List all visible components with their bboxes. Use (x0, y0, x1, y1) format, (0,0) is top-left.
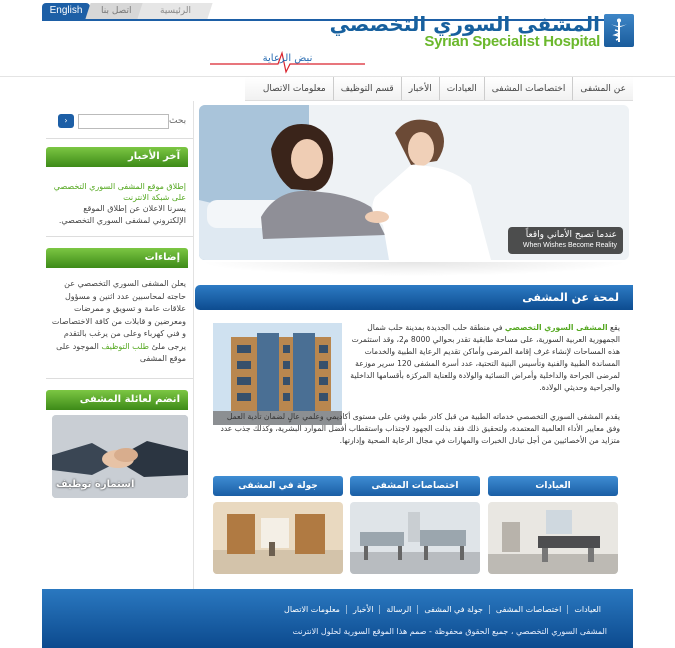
hero-caption (508, 227, 623, 254)
tour-image[interactable] (213, 502, 343, 574)
footer-link-contact[interactable]: معلومات الاتصال (284, 605, 340, 614)
home-tab-label: الرئيسية (159, 6, 191, 16)
nav-news[interactable]: الأخبار (401, 77, 439, 100)
logo-arabic[interactable]: المشفى السوري التخصصي (329, 12, 600, 36)
news-heading: آخر الأخبار (46, 147, 188, 167)
nav-jobs[interactable]: قسم التوظيف (333, 77, 401, 100)
about-paragraph-1 (346, 322, 620, 394)
slogan-text: نبض الرعاية (262, 53, 313, 64)
footer-link-clinics[interactable]: العيادات (567, 605, 607, 614)
main-nav (245, 77, 633, 101)
hero-caption-arabic: عندما تصبح الأماني واقعاً (525, 230, 617, 240)
slogan (210, 50, 365, 76)
footer-link-specialties[interactable]: اختصاصات المشفى (489, 605, 567, 614)
hero-caption-english: When Wishes Become Reality (522, 242, 617, 249)
sidebar-rule (46, 378, 193, 379)
contact-tab-label: اتصل بنا (100, 6, 132, 16)
nav-contact[interactable]: معلومات الاتصال (262, 84, 326, 94)
hero-shadow (199, 262, 629, 276)
about-text-start: يقع (610, 323, 620, 332)
hospital-name-highlight: المشفى السوري التخصصي (504, 323, 608, 332)
search-button[interactable]: › (58, 114, 74, 128)
news-link[interactable]: إطلاق موقع المشفى السوري التخصصي على شبكة الانترنت (53, 182, 186, 202)
footer-link-tour[interactable]: جولة في المشفى (417, 605, 489, 614)
hero-banner (199, 105, 629, 260)
job-form-banner[interactable] (52, 415, 188, 498)
gallery-tour-heading[interactable]: جولة في المشفى (213, 476, 343, 496)
search-label: بحث (169, 116, 187, 126)
search-input[interactable] (78, 114, 169, 129)
footer-nav (278, 605, 607, 614)
family-heading: انضم لعائلة المشفى (46, 390, 188, 410)
footer (42, 589, 633, 648)
job-form-caption: استمارة توظيف (56, 479, 135, 490)
notices-text-end: الموجود على موقع المشفى (56, 341, 186, 363)
specialties-image[interactable] (350, 502, 480, 574)
news-body: يسرنا الاعلان عن إطلاق الموقع الإلكتروني لمشفى السوري التخصصي. (58, 204, 186, 225)
about-text-rest: في منطقة حلب الجديدة بمدينة حلب شمال الجمهورية العربية السورية، على مساحة طابقية تقدر بحوالي 8000 م2، وقد استثمرت هذه المساحات لإنشاء غرف إقامة المرضى وأماكن تقديم الرعاية الطبية والخدمات المساندة الطبية والفنية وتأسيس البنية التحتية، عدد أسرة المشفى 120 سرير موزعة لمرضى الجراحة والداخلية وأمراض النسائية والولادة وللعناية المركزة بأقسامها الداخلية والجراحية وحديثي الولادة. (350, 323, 620, 392)
about-paragraph-2: يقدم المشفى السوري التخصصي خدماته الطبية من قبل كادر طبي وفني على مستوى أكاديمي وعلمي عالٍ لضمان تأدية العمل وفق معايير الأداء العالمية المعتمدة، ولتحقيق ذلك فقد بذلت الجهود لاجتذاب واستقطاب أفضل الموارد البشرية، وكذلك جذب عدد متزايد من الأخصائيين من أجل تبادل الخبرات والمهارات في مجال الرعاية الصحية وإدارتها. (220, 412, 620, 445)
nav-specialties[interactable]: اختصاصات المشفى (484, 77, 573, 100)
sidebar-rule (46, 138, 193, 139)
notices-heading: إضاءات (46, 248, 188, 268)
column-divider (193, 101, 194, 589)
footer-link-news[interactable]: الأخبار (346, 605, 379, 614)
nav-about[interactable]: عن المشفى (572, 77, 633, 100)
gallery-clinics-heading[interactable]: العيادات (488, 476, 618, 496)
about-heading: لمحة عن المشفى (195, 285, 633, 310)
home-tab[interactable] (137, 3, 212, 19)
notices-text: يعلن المشفى السوري التخصصي عن حاجته لمحاسبين عدد اثنين و مسؤول علاقات عامة و تسويق و ممرضات ومعرضين و قابلات من كافة الاختصاصات و فني كهرباء وعلى من يرغب بالتقدم يرجى ملئ (51, 279, 186, 351)
sidebar-rule (46, 236, 193, 237)
hospital-building-image (213, 323, 342, 425)
caduceus-logo-icon[interactable] (604, 14, 634, 47)
nav-clinics[interactable]: العيادات (439, 77, 484, 100)
clinics-image[interactable] (488, 502, 618, 574)
logo-english[interactable]: Syrian Specialist Hospital (424, 33, 600, 50)
job-application-link[interactable]: طلب التوظيف (101, 341, 150, 351)
notices-body (48, 278, 186, 366)
footer-link-mission[interactable]: الرسالة (379, 605, 417, 614)
english-tab[interactable]: English (42, 3, 90, 19)
gallery-specialties-heading[interactable]: اختصاصات المشفى (350, 476, 480, 496)
footer-copyright: المشفى السوري التخصصي ، جميع الحقوق محفوظة - صمم هذا الموقع السورية لحلول الانترنت (292, 627, 607, 636)
